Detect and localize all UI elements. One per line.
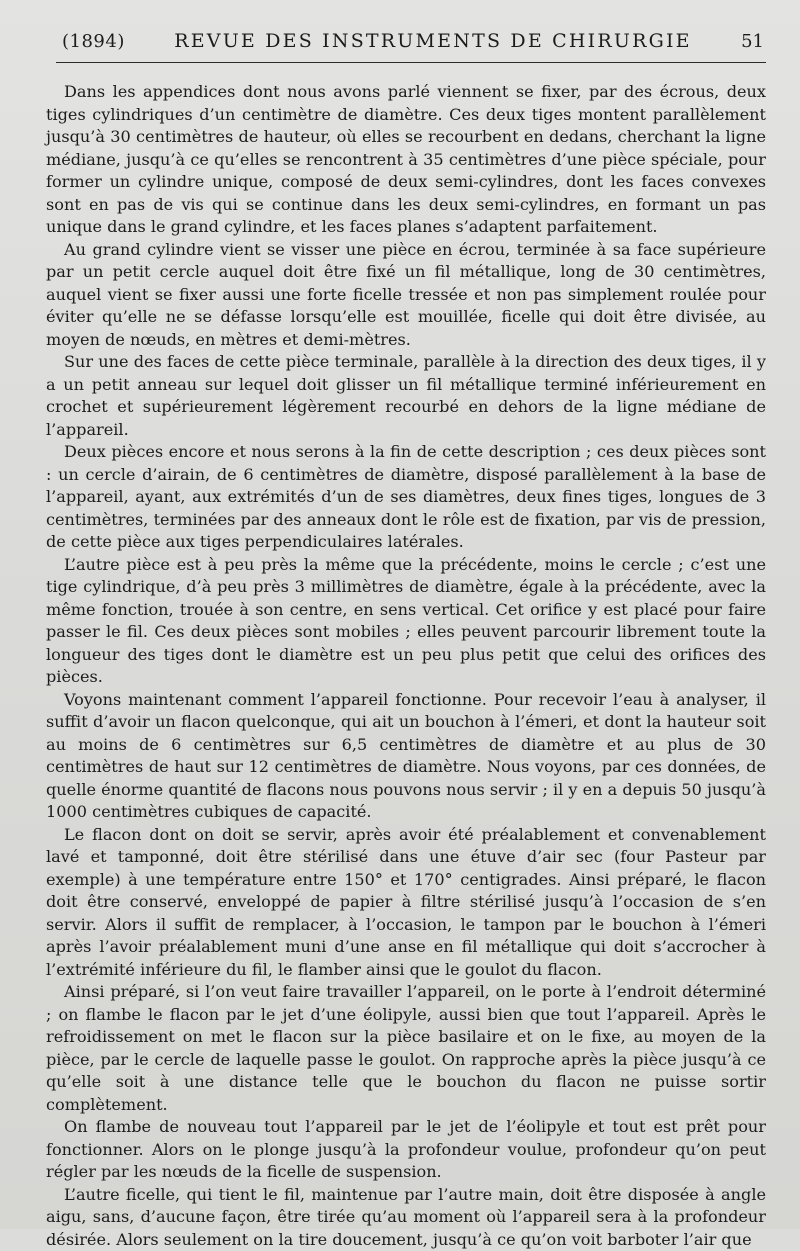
paragraph: Deux pièces encore et nous serons à la fin de cette description ; ces deux pièces sont : un cercle d’airain, de 6 centimètres de diamètre, disposé parallèlement à la base de l’appareil, ayant, aux extrémités d’un de ses diamètres, deux fines tiges, longues de 3 centimètres, terminées par des anneaux dont le rôle est de fixation, par vis de pression, de cette pièce aux tiges perpendiculaires latérales. — [46, 441, 766, 554]
paragraph: L’autre ficelle, qui tient le fil, maintenue par l’autre main, doit être disposée à angle aigu, sans, d’aucune façon, être tirée qu’au moment où l’appareil sera à la profondeur désirée. Alors seulement on la tire doucement, jusqu’à ce qu’on voit barboter l’air que — [46, 1184, 766, 1251]
paragraph: Le flacon dont on doit se servir, après avoir été préalablement et convenablement lavé et tamponné, doit être stérilisé dans une étuve d’air sec (four Pasteur par exemple) à une température entre 150° et 170° centigrades. Ainsi préparé, le flacon doit être conservé, enveloppé de papier à filtre stérilisé jusqu’à l’occasion de s’en servir. Alors il suffit de remplacer, à l’occasion, le tampon par le bouchon à l’émeri après l’avoir préalablement muni d’une anse en fil métallique qui doit s’accrocher à l’extrémité inférieure du fil, le flamber ainsi que le goulot du flacon. — [46, 824, 766, 982]
running-head — [46, 22, 766, 56]
paragraph: L’autre pièce est à peu près la même que la précédente, moins le cercle ; c’est une tige cylindrique, d’à peu près 3 millimètres de diamètre, égale à la précédente, avec la même fonction, trouée à son centre, en sens vertical. Cet orifice y est placé pour faire passer le fil. Ces deux pièces sont mobiles ; elles peuvent parcourir librement toute la longueur des tiges dont le diamètre est un peu plus petit que celui des orifices des pièces. — [46, 554, 766, 689]
page-number: 51 — [741, 31, 766, 52]
body-text — [46, 81, 766, 1251]
paragraph: Dans les appendices dont nous avons parlé viennent se fixer, par des écrous, deux tiges cylindriques d’un centimètre de diamètre. Ces deux tiges montent parallèlement jusqu’à 30 centimètres de hauteur, où elles se recourbent en dedans, cherchant la ligne médiane, jusqu’à ce qu’elles se rencontrent à 35 centimètres d’une pièce spéciale, pour former un cylindre unique, composé de deux semi-cylindres, dont les faces convexes sont en pas de vis qui se continue dans les deux semi-cylindres, en formant un pas unique dans le grand cylindre, et les faces planes s’adaptent parfaitement. — [46, 81, 766, 239]
paragraph: Ainsi préparé, si l’on veut faire travailler l’appareil, on le porte à l’endroit déterminé ; on flambe le flacon par le jet d’une éolipyle, aussi bien que tout l’appareil. Après le refroidissement on met le flacon sur la pièce basilaire et on le fixe, au moyen de la pièce, par le cercle de laquelle passe le goulot. On rapproche après la pièce jusqu’à ce qu’elle soit à une distance telle que le bouchon du flacon ne puisse sortir complètement. — [46, 981, 766, 1116]
paragraph: Sur une des faces de cette pièce terminale, parallèle à la direction des deux tiges, il y a un petit anneau sur lequel doit glisser un fil métallique terminé inférieurement en crochet et supérieurement légèrement recourbé en dehors de la ligne médiane de l’appareil. — [46, 351, 766, 441]
paragraph: On flambe de nouveau tout l’appareil par le jet de l’éolipyle et tout est prêt pour fonctionner. Alors on le plonge jusqu’à la profondeur voulue, profondeur qu’on peut régler par les nœuds de la ficelle de suspension. — [46, 1116, 766, 1184]
paragraph: Voyons maintenant comment l’appareil fonctionne. Pour recevoir l’eau à analyser, il suffit d’avoir un flacon quelconque, qui ait un bouchon à l’émeri, et dont la hauteur soit au moins de 6 centimètres sur 6,5 centimètres de diamètre et au plus de 30 centimètres de haut sur 12 centimètres de diamètre. Nous voyons, par ces données, de quelle énorme quantité de flacons nous pouvons nous servir ; il y en a depuis 50 jusqu’à 1000 centimètres cubiques de capacité. — [46, 689, 766, 824]
journal-title: REVUE DES INSTRUMENTS DE CHIRURGIE — [174, 30, 692, 52]
header-rule — [56, 62, 766, 63]
paragraph: Au grand cylindre vient se visser une pièce en écrou, terminée à sa face supérieure par un petit cercle auquel doit être fixé un fil métallique, long de 30 centimètres, auquel vient se fixer aussi une forte ficelle tressée et non pas simplement roulée pour éviter qu’elle ne se défasse lorsqu’elle est mouillée, ficelle qui doit être divisée, au moyen de nœuds, en mètres et demi-mètres. — [46, 239, 766, 352]
header-year: (1894) — [62, 31, 125, 52]
